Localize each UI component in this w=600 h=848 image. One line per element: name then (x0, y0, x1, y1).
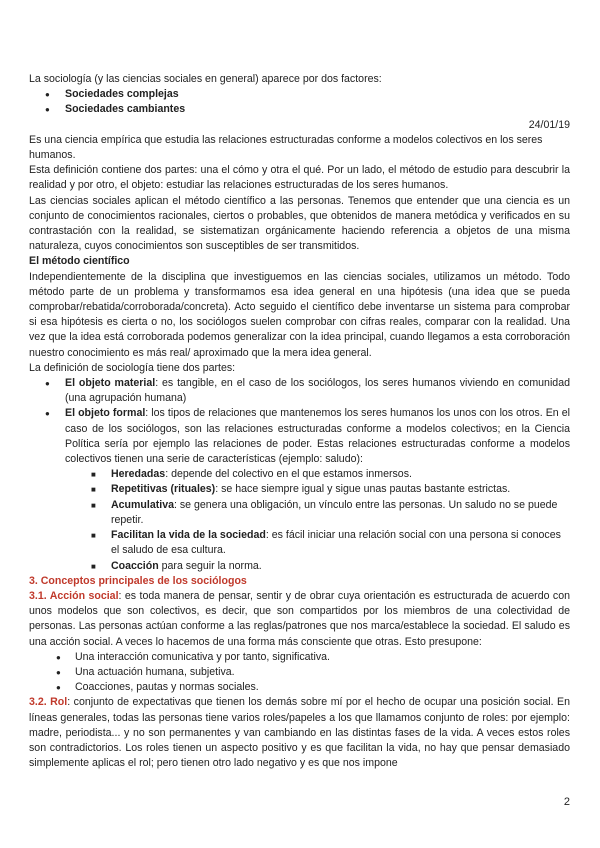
paragraph-method: Independientemente de la disciplina que investiguemos en las ciencias sociales, utilizamos un método. Todo método parte de un problema y transformamos esa idea general en una hipótesis (una idea que se pueda comprobar/rebatida/corroborada/concreta). Acto seguido el científico debe inventarse un sistema para comprobar si esa hipótesis es cierta o no, los sociólogos suelen comprobar con cifras reales, comparar con la realidad. Una vez que la idea está corroborada podemos generalizar con la idea principal, cuando llegamos a esta corroboración nuestro conocimiento es más real/ aproximado que la mera idea general. (29, 270, 570, 359)
list-item: ● Sociedades cambiantes (29, 102, 570, 117)
list-item (29, 528, 570, 558)
heading-metodo: El método científico (29, 255, 130, 268)
paragraph-definition: Es una ciencia empírica que estudia las relaciones estructuradas conforme a modelos colectivos en los seres humanos. (29, 133, 543, 162)
factors-list (29, 87, 570, 117)
term-text: : es fácil iniciar una relación social con una persona si conoces el saludo de esa cultura. (111, 529, 561, 557)
term: Coacción (111, 559, 159, 572)
subsection-heading: 3.2. Rol (29, 696, 68, 709)
section-heading: 3. Conceptos principales de los sociólogos (29, 574, 247, 587)
list-item (29, 559, 570, 574)
list-item (29, 406, 570, 467)
characteristics-list (29, 467, 570, 573)
term: Facilitan la vida de la sociedad (111, 529, 266, 542)
list-item (29, 467, 570, 482)
term-text: para seguir la norma. (158, 559, 262, 572)
list-item: ● Una actuación humana, subjetiva. (29, 665, 570, 680)
paragraph-accion-social (29, 589, 570, 650)
term-text: : los tipos de relaciones que mantenemos los seres humanos los unos con los otros. En el caso de los sociólogos, son las relaciones estructuradas conforme a modelos colectivos; en la Ciencia Política sería por ejemplo las relaciones de poder. Estas relaciones estructuradas conforme a modelos colectivos tienen una serie de características (ejemplo: saludo): (65, 407, 570, 466)
presupone-list (29, 650, 570, 696)
list-item (29, 482, 570, 497)
subsection-heading: 3.1. Acción social (29, 589, 119, 602)
date-label: 24/01/19 (528, 118, 570, 131)
term: El objeto material (65, 377, 156, 390)
objects-list (29, 376, 570, 467)
subsection-text: : es toda manera de pensar, sentir y de obrar cuya orientación es estructurada de acuerdo con unos modelos que son colectivos, es decir, que son compartidos por los miembros de una colectividad de personas. Las personas actúan conforme a las reglas/patrones que nos marca/establece la sociedad. El saludo es una acción social. A veces lo hacemos de una forma más consciente que otras. Esto presupone: (29, 589, 571, 648)
term: Heredadas (111, 468, 166, 481)
paragraph-scientific-method: Las ciencias sociales aplican el método científico a las personas. Tenemos que entender que una ciencia es un conjunto de conocimientos racionales, ciertos o probables, que obtenidos de manera metódica y verificados en su contrastación con la realidad, se sistematizan orgánicamente haciendo referencia a objetos de una misma naturaleza, cuyos conocimientos son susceptibles de ser transmitidos. (29, 194, 570, 253)
list-item: ● Una interacción comunicativa y por tanto, significativa. (29, 650, 570, 665)
list-item (29, 498, 570, 528)
paragraph-rol (29, 695, 570, 771)
page-number: 2 (563, 796, 570, 808)
term-text: : depende del colectivo en el que estamos inmersos. (165, 468, 412, 481)
paragraph-definition-parts: La definición de sociología tiene dos partes: (29, 361, 236, 374)
paragraph-two-parts: Esta definición contiene dos partes: una el cómo y otra el qué. Por un lado, el método de estudio para descubrir la realidad y por otro, el objeto: estudiar las relaciones estructuradas de los seres humanos. (29, 164, 570, 192)
subsection-text: : conjunto de expectativas que tienen los demás sobre mí por el hecho de ocupar una posición social. En líneas generales, todas las personas tiene varios roles/papeles a los que llamamos conjunto de roles: por ejemplo: madre, periodista... y no son permanentes y van cambiando en las distintas fases de la vida. A veces estos roles son contradictorios. Los roles tienen un aspecto positivo y es que facilitan la vida, no hay que pensar demasiado simplemente aplicas el rol; pero tienen otro lado negativo y es que nos impone (29, 696, 570, 770)
term: Repetitivas (rituales) (111, 483, 216, 496)
intro-text: La sociología (y las ciencias sociales en general) aparece por dos factores: (29, 73, 382, 85)
list-item (29, 376, 570, 406)
list-item: ● Sociedades complejas (29, 87, 570, 102)
term: Acumulativa (111, 498, 174, 511)
list-item: ● Coacciones, pautas y normas sociales. (29, 680, 570, 695)
document-body (29, 72, 570, 771)
term-text: : se hace siempre igual y sigue unas pautas bastante estrictas. (215, 483, 511, 496)
term: El objeto formal (65, 407, 146, 420)
term-text: : es tangible, en el caso de los sociólogos, los seres humanos viviendo en comunidad (una agrupación humana) (65, 377, 570, 405)
term-text: : se genera una obligación, un vínculo entre las personas. Un saludo no se puede repetir. (111, 498, 558, 526)
